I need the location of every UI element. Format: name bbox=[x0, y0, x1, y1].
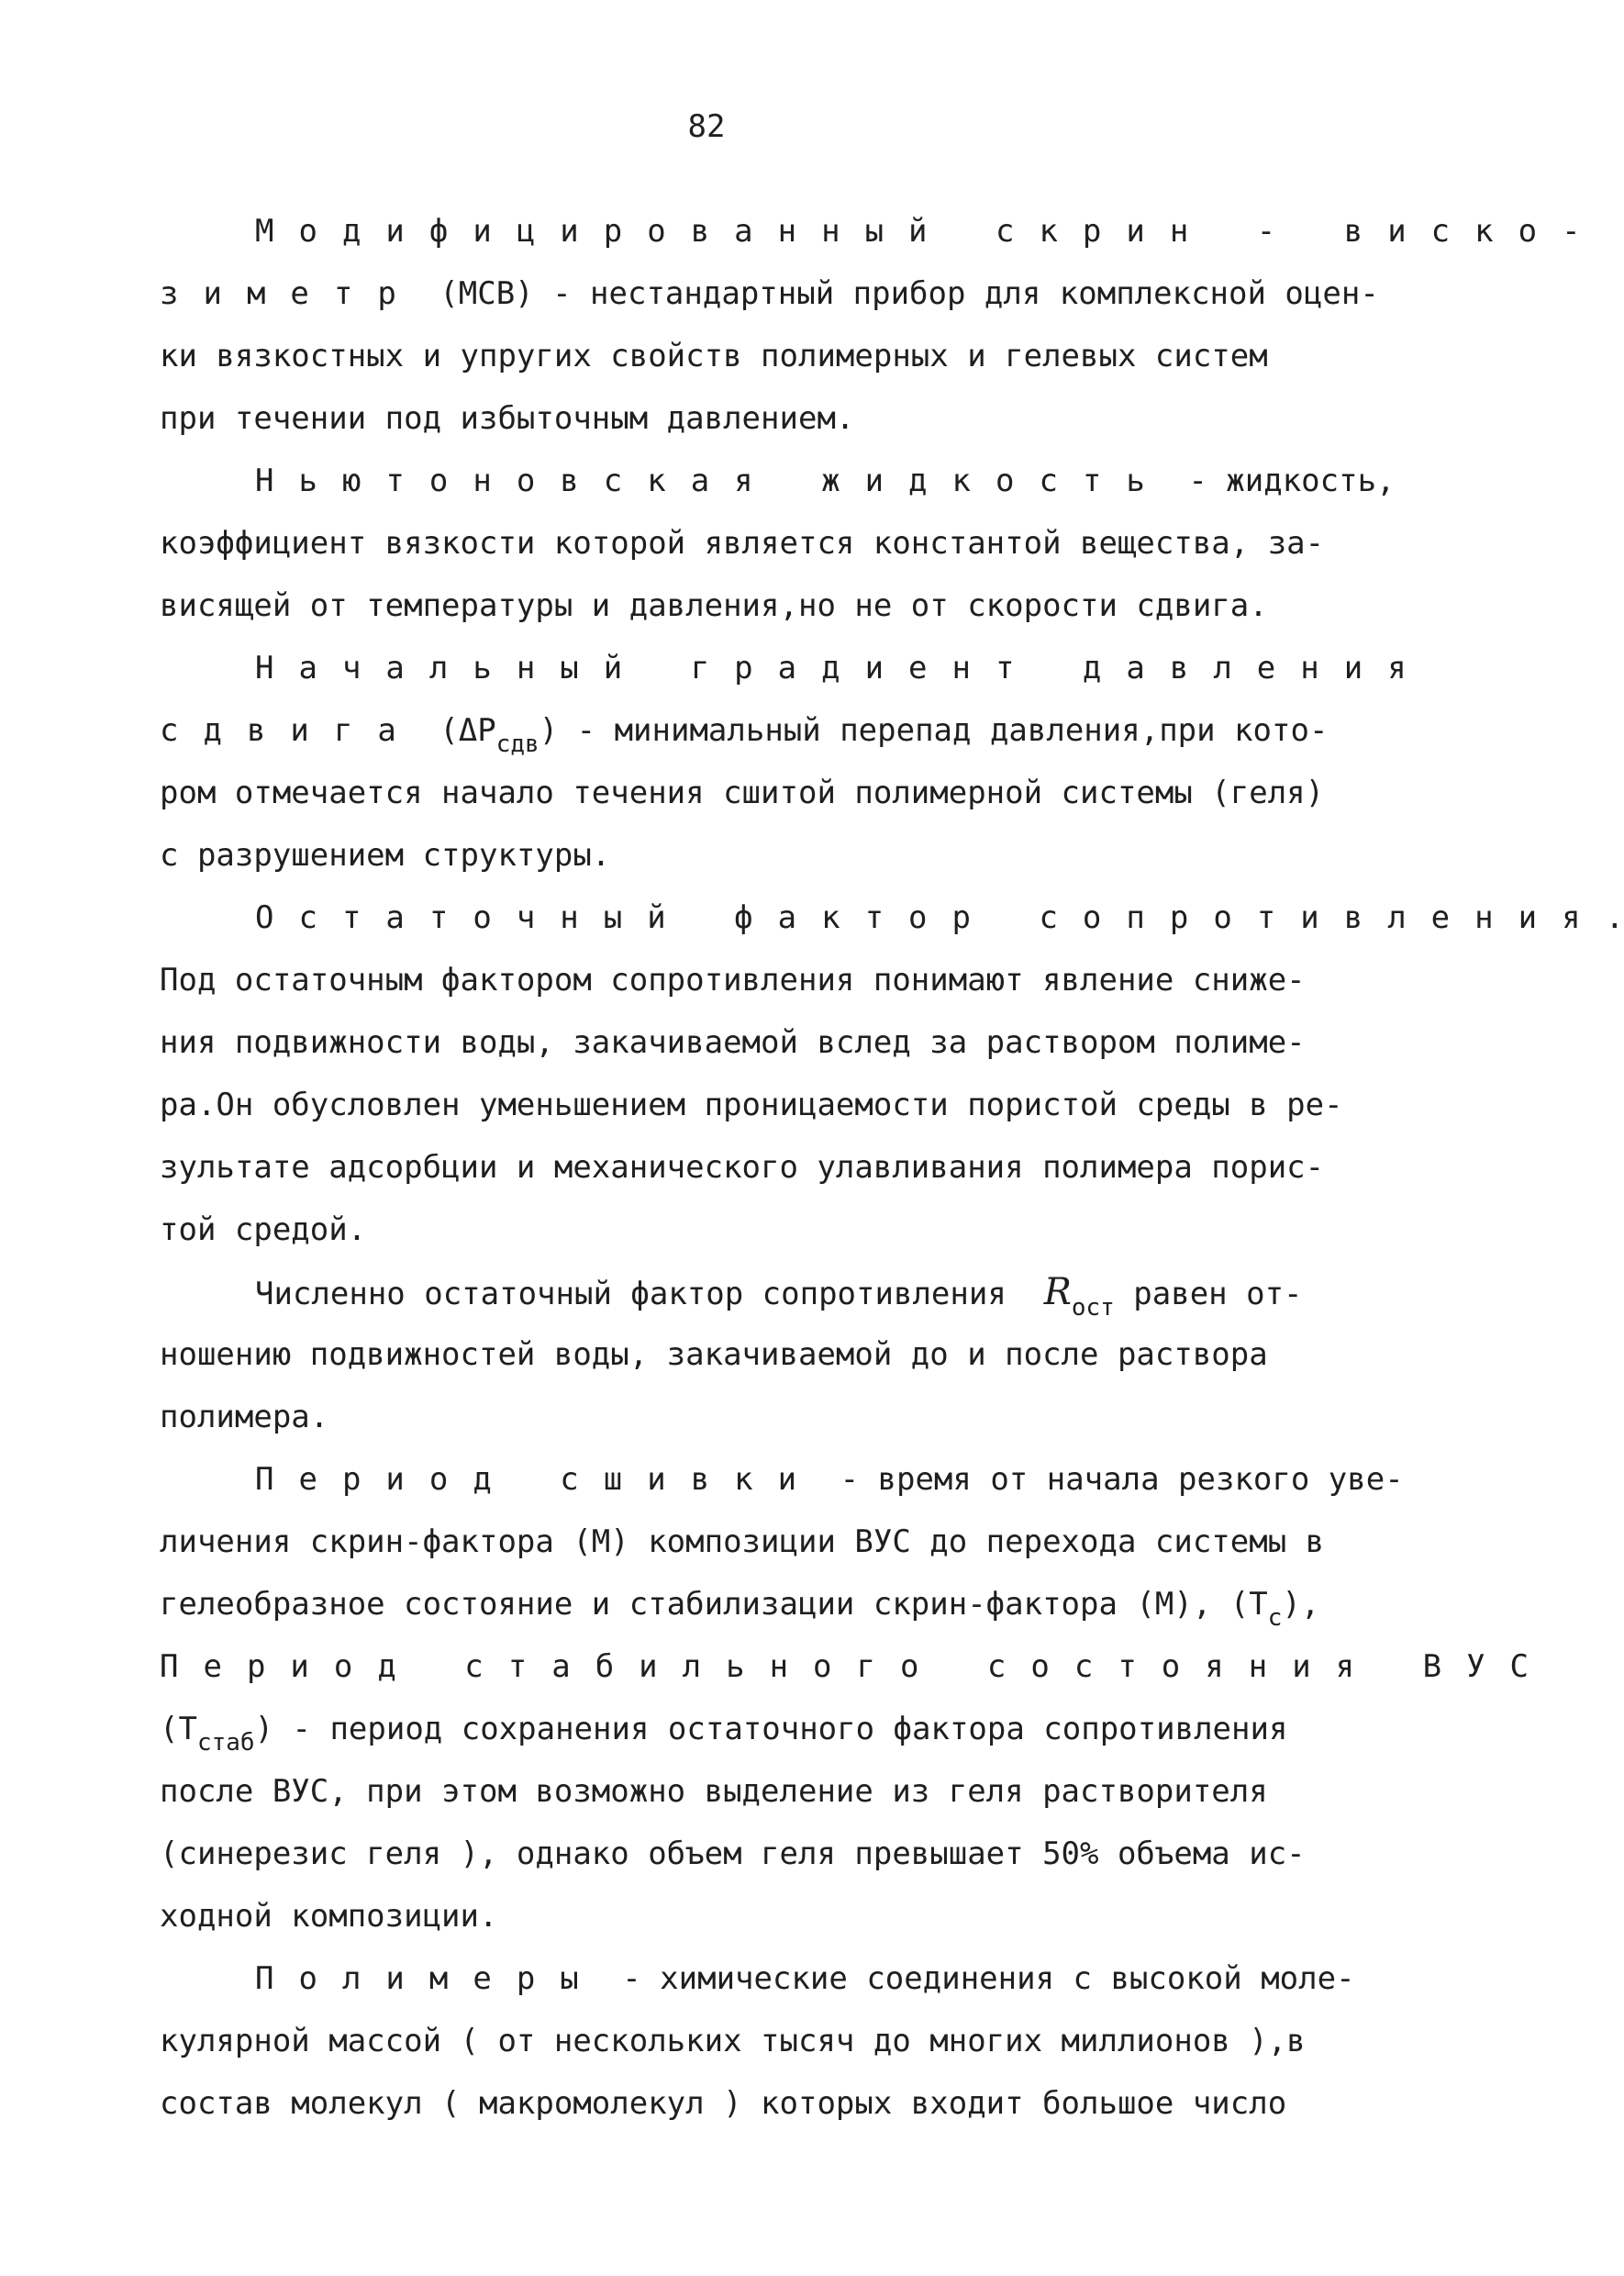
gradient-definition-line-3: с разрушением структуры. bbox=[160, 837, 611, 874]
delta-p-subscript: сдв bbox=[495, 731, 539, 758]
r-subscript: ост bbox=[1071, 1294, 1115, 1322]
newtonian-term: Ньютоновская жидкость bbox=[255, 463, 1170, 499]
residual-definition-line-5: той средой. bbox=[160, 1211, 367, 1248]
stable-term: Период стабильного состояния ВУС bbox=[160, 1648, 1554, 1685]
residual-numeric-line-3: полимера. bbox=[160, 1399, 329, 1435]
crosslink-term-line: Период сшивки - время от начала резкого уве- bbox=[255, 1461, 1404, 1498]
crosslink-term: Период сшивки bbox=[255, 1461, 822, 1498]
newtonian-term-line: Ньютоновская жидкость - жидкость, bbox=[255, 463, 1396, 499]
msv-definition-line-1: зиметр (МСВ) - нестандартный прибор для комплексной оцен- bbox=[160, 275, 1379, 312]
crosslink-definition-line-1: личения скрин-фактора (М) композиции ВУС до перехода системы в bbox=[160, 1523, 1325, 1560]
page-number: 82 bbox=[687, 108, 726, 145]
newtonian-definition-line-2: висящей от температуры и давления,но не от скорости сдвига. bbox=[160, 587, 1268, 624]
residual-definition-line-4: зультате адсорбции и механического улавливания полимера порис- bbox=[160, 1149, 1325, 1186]
gradient-definition-line-2: ром отмечается начало течения сшитой полимерной системы (геля) bbox=[160, 775, 1325, 811]
tstab-subscript: стаб bbox=[196, 1729, 255, 1757]
polymers-term: Полимеры bbox=[255, 1960, 604, 1997]
glossary-text bbox=[160, 200, 1624, 2135]
polymers-definition-line-2: состав молекул ( макромолекул ) которых входит большое число bbox=[160, 2085, 1287, 2122]
msv-definition-line-3: при течении под избыточным давлением. bbox=[160, 400, 855, 437]
tc-subscript: c bbox=[1267, 1604, 1283, 1632]
residual-term-line: Остаточный фактор сопротивления. bbox=[255, 899, 1624, 936]
residual-numeric-line-2: ношению подвижностей воды, закачиваемой до и после раствора bbox=[160, 1336, 1268, 1373]
r-symbol: R bbox=[1043, 1271, 1072, 1313]
crosslink-definition-line-2: гелеобразное состояние и стабилизации скрин-фактора (М), $(T_c)$, bbox=[160, 1586, 1320, 1632]
polymers-term-line: Полимеры - химические соединения с высокой моле- bbox=[255, 1960, 1355, 1997]
msv-term-continued: зиметр bbox=[160, 275, 421, 312]
residual-definition-line-2: ния подвижности воды, закачиваемой вслед за раствором полиме- bbox=[160, 1024, 1306, 1061]
polymers-definition-line-1: кулярной массой ( от нескольких тысяч до многих миллионов ),в bbox=[160, 2023, 1306, 2059]
stable-definition-line-4: ходной композиции. bbox=[160, 1898, 498, 1935]
residual-definition-line-3: ра.Он обусловлен уменьшением проницаемости пористой среды в ре- bbox=[160, 1087, 1343, 1123]
residual-term: Остаточный фактор сопротивления bbox=[255, 899, 1606, 936]
gradient-term-continued: сдвига bbox=[160, 712, 421, 749]
gradient-term-line bbox=[160, 637, 1431, 699]
newtonian-definition-line-1: коэффициент вязкости которой является константой вещества, за- bbox=[160, 525, 1325, 562]
stable-definition-line-1: $(T_{стаб})$ - период сохранения остаточного фактора сопротивления bbox=[160, 1711, 1288, 1757]
gradient-definition-line-1: сдвига $(\Delta P_{сдв})$ - минимальный перепад давления,при кото- bbox=[160, 712, 1329, 758]
stable-term-line bbox=[160, 1635, 1554, 1698]
gradient-term: Начальный градиент давления bbox=[255, 650, 1431, 686]
stable-definition-line-3: (синерезис геля ), однако объем геля превышает 50% объема ис- bbox=[160, 1835, 1306, 1872]
residual-numeric-line-1: Численно остаточный фактор сопротивления $R_{ост}$ равен от- bbox=[255, 1271, 1303, 1322]
stable-definition-line-2: после ВУС, при этом возможно выделение из геля растворителя bbox=[160, 1773, 1268, 1810]
msv-definition-line-2: ки вязкостных и упругих свойств полимерных и гелевых систем bbox=[160, 338, 1268, 374]
residual-definition-line-1: Под остаточным фактором сопротивления понимают явление сниже- bbox=[160, 962, 1306, 999]
msv-term: Модифицированный скрин - виско- bbox=[255, 213, 1606, 250]
msv-term-line bbox=[160, 200, 1606, 262]
